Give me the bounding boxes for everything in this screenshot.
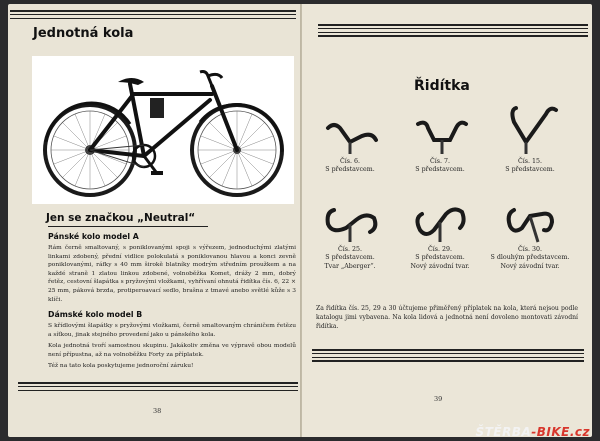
handlebar-desc: S představcem.	[325, 254, 375, 262]
handlebar-15-icon	[500, 102, 560, 158]
model-b-text: S křídlovými šlapátky s pryžovými vložkami, černě smaltovaným chráničem řetězu a síťkou, jinak stejného provedení jako u pánského kola.	[48, 323, 296, 338]
watermark-logo: ŠTĚRBA-BIKE.cz	[475, 425, 590, 439]
handlebar-number: Čís. 30.	[517, 246, 543, 253]
handlebar-item	[490, 102, 570, 175]
page-number-left: 38	[153, 407, 162, 415]
left-page-title: Jednotná kola	[33, 26, 134, 41]
handlebar-25-icon	[320, 200, 380, 246]
handlebar-item	[490, 200, 570, 271]
right-page-title: Řidítka	[414, 78, 470, 94]
handlebar-item	[400, 114, 480, 175]
brand-underline	[48, 226, 208, 227]
handlebar-number: Čís. 7.	[429, 158, 451, 165]
handlebar-footnote: Za řidítka čís. 25, 29 a 30 účtujeme přiměřený příplatek na kola, která nejsou podle katalogu jimi vybavena. Na kola lidová a jednotná není dovoleno montovati závodní řidítka.	[316, 305, 578, 331]
handlebar-desc: S představcem.	[325, 166, 375, 174]
note-warranty: Též na tato kola poskytujeme jednoroční záruku!	[48, 363, 194, 369]
handlebar-shape: Nový závodní tvar.	[500, 262, 560, 270]
header-rules-right	[318, 24, 588, 39]
left-page	[8, 4, 300, 437]
model-a-heading: Pánské kolo model A	[48, 232, 139, 241]
handlebar-number: Čís. 25.	[337, 246, 363, 253]
right-page	[302, 4, 592, 437]
handlebar-6-icon	[320, 114, 380, 158]
handlebar-desc: S představcem.	[415, 166, 465, 174]
handlebar-number: Čís. 6.	[339, 158, 361, 165]
model-b-heading: Dámské kolo model B	[48, 310, 143, 319]
handlebar-item	[310, 114, 390, 175]
handlebar-number: Čís. 15.	[517, 158, 543, 165]
header-rules	[10, 10, 296, 21]
handlebar-item	[400, 200, 480, 271]
handlebar-desc: S představcem.	[415, 254, 465, 262]
handlebar-29-icon	[410, 200, 470, 246]
footer-rules-right	[312, 349, 584, 364]
handlebar-30-icon	[500, 200, 560, 246]
handlebar-desc: S dlouhým představcem.	[490, 254, 570, 262]
handlebar-shape: Nový závodní tvar.	[410, 262, 470, 270]
handlebar-shape: Tvar „Aberger“.	[324, 262, 376, 270]
handlebar-desc: S představcem.	[505, 166, 555, 174]
note-variants: Kola jednotná tvoří samostnou skupinu. Jakákoliv změna ve výpravě obou modelů není přípustna, až na volnoběžku Forty za příplatek.	[48, 343, 296, 358]
footer-rules	[18, 382, 298, 393]
page-number-right: 39	[434, 395, 443, 403]
handlebar-7-icon	[410, 114, 470, 158]
model-a-text: Rám černě smaltovaný, s poniklovanými spoji s výřezem, jednoduchými zlatými linkami zdobený, přední vidlice polokulatá s poniklovanou hlavou a konci zevně poniklovanými, ráfky s 40 mm širokě blatníky modrým středním proužkem a na každé straně 1 zlatou linkou zdobené, volnoběžka Komet, drážy 2 mm, dobrý řetěz, cestovní šlapátka s pryžovými vložkami, vyhřívaní ohnutá řidítka čís. 6, 22 × 25 mm, páková brzda, protiperoavací sedlo, brašna z tmavé anebo světlé kůže s 3 klíči.	[48, 245, 296, 303]
handlebar-number: Čís. 29.	[427, 246, 453, 253]
handlebar-item	[310, 200, 390, 271]
bicycle-illustration	[32, 56, 294, 204]
brand-heading: Jen se značkou „Neutral“	[46, 212, 196, 224]
